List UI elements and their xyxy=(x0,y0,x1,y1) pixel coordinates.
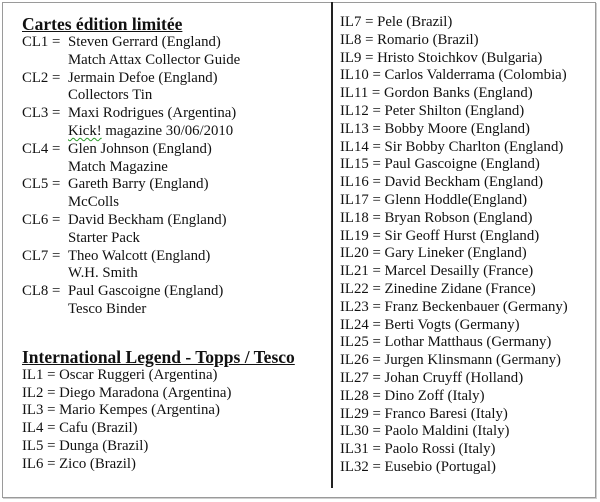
card-source: McColls xyxy=(68,194,119,211)
list-item: IL1 = Oscar Ruggeri (Argentina) xyxy=(22,366,218,383)
list-item: IL24 = Berti Vogts (Germany) xyxy=(340,316,520,333)
card-source: W.H. Smith xyxy=(68,265,138,282)
list-item: IL10 = Carlos Valderrama (Colombia) xyxy=(340,67,567,84)
list-item: IL16 = David Beckham (England) xyxy=(340,174,544,191)
list-item: IL28 = Dino Zoff (Italy) xyxy=(340,387,485,404)
card-player: David Beckham (England) xyxy=(68,211,227,228)
card-source: Collectors Tin xyxy=(68,87,153,104)
list-item: IL20 = Gary Lineker (England) xyxy=(340,245,527,262)
list-item: IL26 = Jurgen Klinsmann (Germany) xyxy=(340,352,561,369)
list-item: IL18 = Bryan Robson (England) xyxy=(340,209,533,226)
list-item: IL15 = Paul Gascoigne (England) xyxy=(340,156,540,173)
card-source: Match Attax Collector Guide xyxy=(68,51,241,68)
list-item: IL4 = Cafu (Brazil) xyxy=(22,420,138,437)
card-player: Theo Walcott (England) xyxy=(68,247,211,264)
international-legend-heading: International Legend - Topps / Tesco xyxy=(22,346,295,367)
limited-edition-heading: Cartes édition limitée xyxy=(22,14,183,34)
card-player: Jermain Defoe (England) xyxy=(68,69,218,86)
list-item: IL30 = Paolo Maldini (Italy) xyxy=(340,423,510,440)
list-item: IL5 = Dunga (Brazil) xyxy=(22,437,149,454)
card-code: CL1 = xyxy=(22,34,61,50)
list-item xyxy=(22,70,327,106)
list-item xyxy=(22,105,327,141)
list-item: IL11 = Gordon Banks (England) xyxy=(340,85,533,102)
card-player: Paul Gascoigne (England) xyxy=(68,283,224,300)
list-item: IL3 = Mario Kempes (Argentina) xyxy=(22,402,220,419)
card-player: Gareth Barry (England) xyxy=(68,176,209,193)
card-code: CL4 = xyxy=(22,140,61,157)
card-source: Match Magazine xyxy=(68,158,168,175)
list-item xyxy=(22,283,327,319)
card-code: CL8 = xyxy=(22,283,61,300)
card-source: Starter Pack xyxy=(68,229,140,246)
card-source xyxy=(68,123,327,141)
left-column xyxy=(22,14,327,474)
list-item: IL17 = Glenn Hoddle(England) xyxy=(340,191,528,208)
card-code: CL3 = xyxy=(22,105,61,122)
limited-edition-list xyxy=(22,34,327,319)
card-code: CL7 = xyxy=(22,247,61,264)
right-column xyxy=(340,14,595,477)
card-player: Maxi Rodrigues (Argentina) xyxy=(68,105,237,122)
spellcheck-word: Kick! xyxy=(68,122,102,139)
list-item: IL6 = Zico (Brazil) xyxy=(22,455,136,472)
list-item: IL7 = Pele (Brazil) xyxy=(340,14,453,30)
list-item: IL27 = Johan Cruyff (Holland) xyxy=(340,369,524,386)
list-item xyxy=(22,176,327,212)
list-item: IL23 = Franz Beckenbauer (Germany) xyxy=(340,298,568,315)
list-item: IL2 = Diego Maradona (Argentina) xyxy=(22,384,232,401)
card-code: CL2 = xyxy=(22,69,61,86)
card-code: CL6 = xyxy=(22,211,61,228)
list-item xyxy=(22,34,327,70)
list-item: IL29 = Franco Baresi (Italy) xyxy=(340,405,508,422)
list-item xyxy=(22,248,327,284)
list-item: IL9 = Hristo Stoichkov (Bulgaria) xyxy=(340,49,543,66)
list-item: IL32 = Eusebio (Portugal) xyxy=(340,458,496,475)
list-item xyxy=(22,141,327,177)
list-item: IL31 = Paolo Rossi (Italy) xyxy=(340,441,496,458)
list-item: IL22 = Zinedine Zidane (France) xyxy=(340,280,536,297)
international-legend-list-left xyxy=(22,367,327,474)
card-source: Tesco Binder xyxy=(68,300,147,317)
card-source-rest: magazine 30/06/2010 xyxy=(101,122,234,139)
list-item: IL25 = Lothar Matthaus (Germany) xyxy=(340,334,552,351)
column-divider xyxy=(331,2,333,488)
list-item: IL14 = Sir Bobby Charlton (England) xyxy=(340,138,564,155)
list-item: IL12 = Peter Shilton (England) xyxy=(340,102,525,119)
list-item: IL21 = Marcel Desailly (France) xyxy=(340,263,534,280)
card-code: CL5 = xyxy=(22,176,61,193)
list-item xyxy=(22,212,327,248)
list-item: IL19 = Sir Geoff Hurst (England) xyxy=(340,227,540,244)
list-item: IL8 = Romario (Brazil) xyxy=(340,31,479,48)
card-player: Steven Gerrard (England) xyxy=(68,34,221,50)
card-player: Glen Johnson (England) xyxy=(68,140,212,157)
list-item: IL13 = Bobby Moore (England) xyxy=(340,120,530,137)
